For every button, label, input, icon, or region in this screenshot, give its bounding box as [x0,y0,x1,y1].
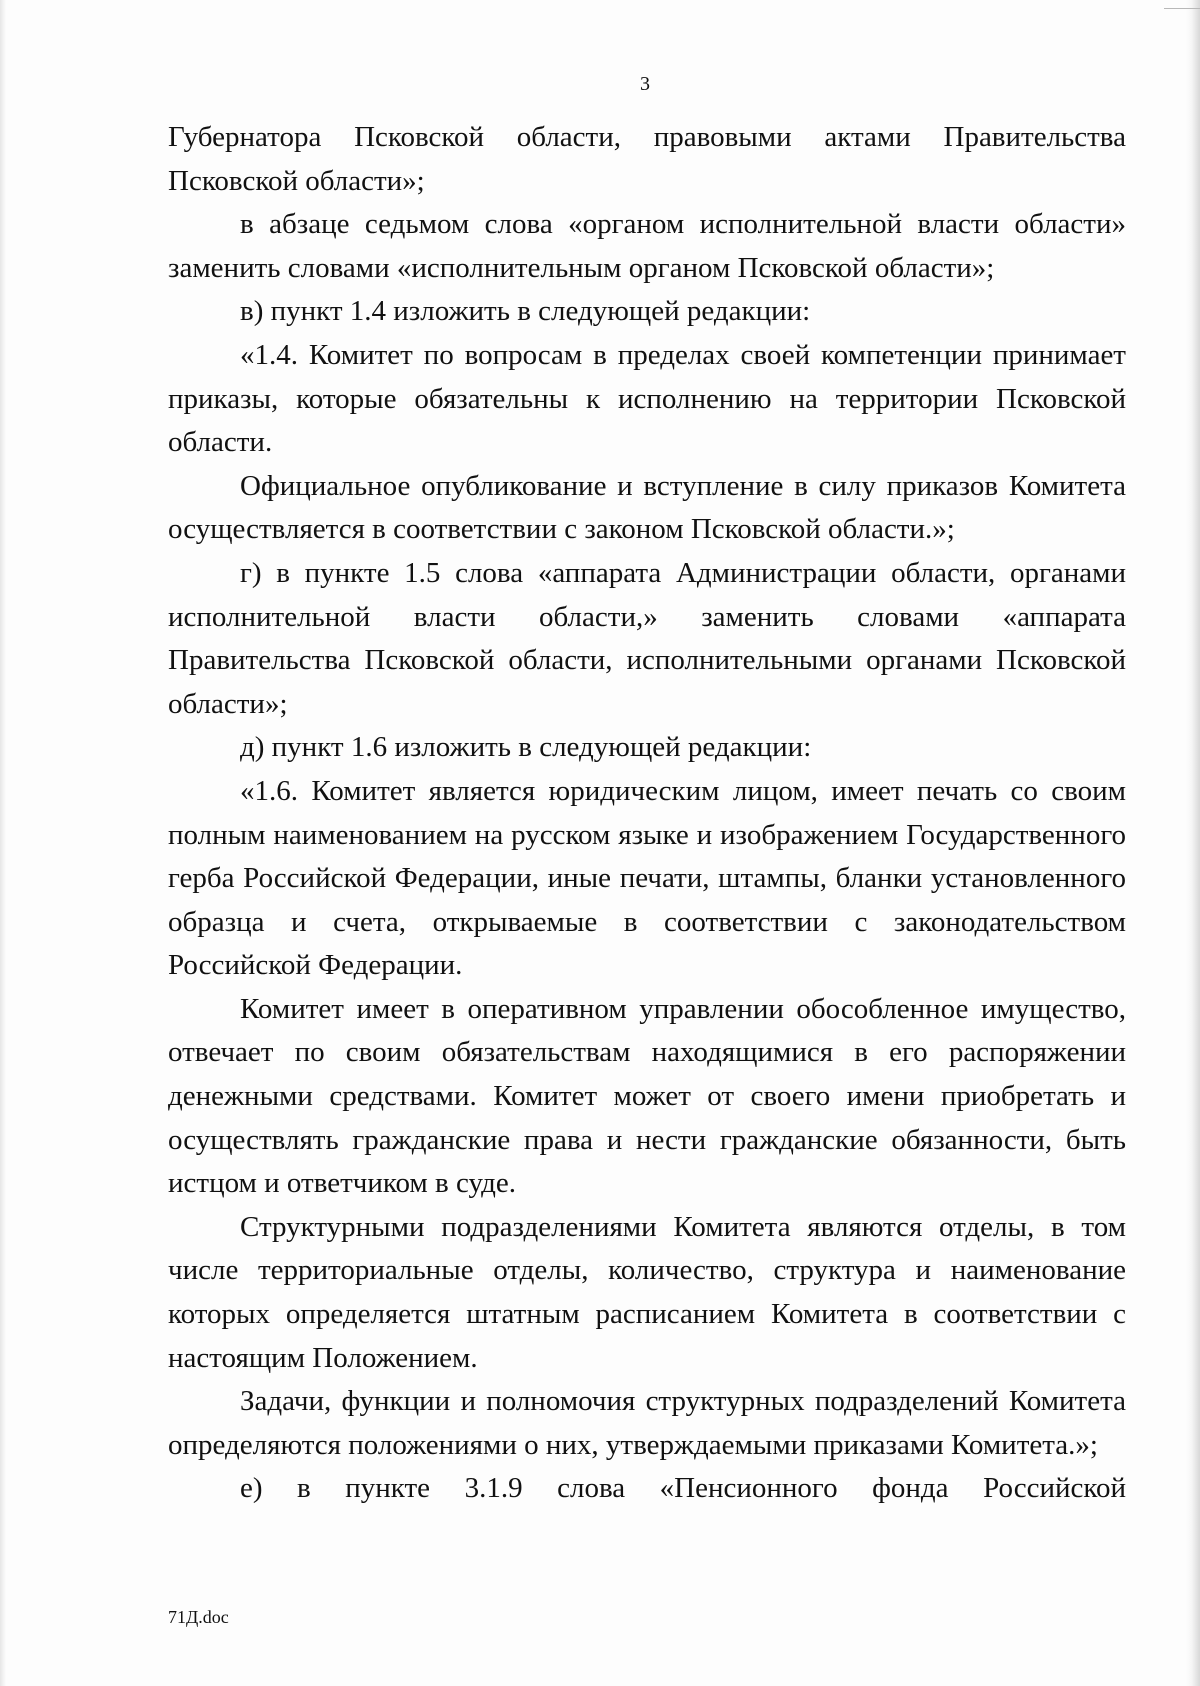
paragraph-division-tasks: Задачи, функции и полномочия структурных подразделений Комитета определяются положениями о них, утверждаемыми приказами Комитета.»; [168,1385,1126,1461]
paragraph-committee-property: Комитет имеет в оперативном управлении обособленное имущество, отвечает по своим обязательствам находящимися в его распоряжении денежными средствами. Комитет может от своего имени приобретать и осуществлять гражданские права и нести гражданские обязанности, быть истцом и ответчиком в суде. [168,992,1126,1200]
paragraph-official-publication: Официальное опубликование и вступление в силу приказов Комитета осуществляется в соответствии с законом Псковской области.»; [168,469,1126,546]
paragraph-item-v: в) пункт 1.4 изложить в следующей редакции: [240,295,811,328]
scan-edge-right [1186,0,1200,1686]
paragraph-continuation: Губернатора Псковской области, правовыми актами Правительства Псковской области»; [168,121,1126,197]
paragraph-item-d: д) пункт 1.6 изложить в следующей редакции: [240,731,812,764]
scan-edge-corner [1164,0,1200,9]
scan-edge-left [0,0,6,1686]
paragraph-item-e: е) в пункте 3.1.9 слова «Пенсионного фонда Российской [240,1472,1126,1505]
page-number: 3 [640,73,650,95]
paragraph-seventh-abzac-amendment: в абзаце седьмом слова «органом исполнительной власти области» заменить словами «исполнительным органом Псковской области»; [168,208,1126,284]
paragraph-item-g: г) в пункте 1.5 слова «аппарата Администрации области, органами исполнительной власти области,» заменить словами «аппарата Правительства Псковской области, исполнительными органами Псковской области»; [168,556,1126,720]
document-body [168,116,1126,1511]
paragraph-clause-1-6: «1.6. Комитет является юридическим лицом, имеет печать со своим полным наименованием на русском языке и изображением Государственного герба Российской Федерации, иные печати, штампы, бланки установленного образца и счета, открываемые в соответствии с законодательством Российской Федерации. [168,774,1126,982]
paragraph-structural-divisions: Структурными подразделениями Комитета являются отделы, в том числе территориальные отделы, количество, структура и наименование которых определяется штатным расписанием Комитета в соответствии с настоящим Положением. [168,1210,1126,1374]
paragraph-clause-1-4: «1.4. Комитет по вопросам в пределах своей компетенции принимает приказы, которые обязательны к исполнению на территории Псковской области. [168,338,1126,459]
footer-filename: 71Д.doc [168,1607,229,1627]
